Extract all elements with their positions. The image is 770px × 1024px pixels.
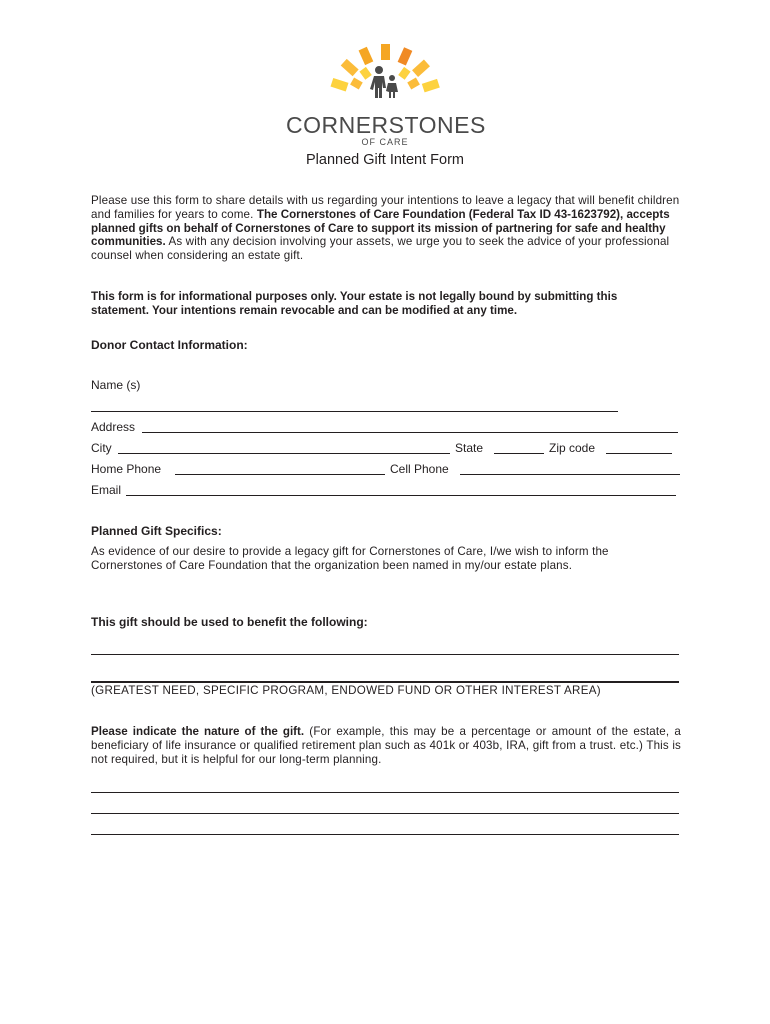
ray xyxy=(359,67,371,80)
zip-label: Zip code xyxy=(549,441,596,455)
ray xyxy=(422,79,440,93)
zip-field[interactable] xyxy=(606,453,672,454)
brand-subtitle: OF CARE xyxy=(361,137,409,147)
nature-bold: Please indicate the nature of the gift. xyxy=(91,725,305,738)
intro-text-2: As with any decision involving your assets, we urge you to seek the advice of your professional counsel when considering an estate gift. xyxy=(91,235,670,263)
ray xyxy=(381,44,390,60)
specifics-heading: Planned Gift Specifics: xyxy=(91,524,222,538)
email-label: Email xyxy=(91,483,122,497)
nature-field-1[interactable] xyxy=(91,792,679,793)
ray xyxy=(412,60,430,77)
cell-phone-label: Cell Phone xyxy=(390,462,449,476)
specifics-text: As evidence of our desire to provide a legacy gift for Cornerstones of Care, I/we wish to inform the Cornerstones of Care Foundation that the organization been named in my/our estate plans. xyxy=(91,545,609,572)
intro-text-1: Please use this form to share details with us regarding your intentions to leave a legacy that will benefit children and families for years to come. xyxy=(91,194,680,221)
nature-paragraph xyxy=(91,725,681,766)
home-phone-field[interactable] xyxy=(175,474,385,475)
intro-paragraph xyxy=(91,194,681,263)
benefit-caption: (GREATEST NEED, SPECIFIC PROGRAM, ENDOWED FUND OR OTHER INTEREST AREA) xyxy=(91,684,601,697)
ray xyxy=(341,59,359,76)
city-label: City xyxy=(91,441,112,455)
benefit-field-2[interactable] xyxy=(91,681,679,683)
ray xyxy=(398,47,413,65)
city-field[interactable] xyxy=(118,453,450,454)
benefit-heading: This gift should be used to benefit the following: xyxy=(91,615,368,629)
state-field[interactable] xyxy=(494,453,544,454)
address-field[interactable] xyxy=(142,432,678,433)
nature-text: (For example, this may be a percentage or amount of the estate, a beneficiary of life insurance or qualified retirement plan such as 401k or 403b, IRA, gift from a trust. etc.) This is not required, but it is helpful for our long-term planning. xyxy=(91,725,681,766)
cell-phone-field[interactable] xyxy=(460,474,680,475)
nature-field-3[interactable] xyxy=(91,834,679,835)
email-field[interactable] xyxy=(126,495,676,496)
nature-field-2[interactable] xyxy=(91,813,679,814)
address-label: Address xyxy=(91,420,136,434)
state-label: State xyxy=(455,441,484,455)
ray xyxy=(359,47,374,65)
page-title: Planned Gift Intent Form xyxy=(306,152,464,168)
home-phone-label: Home Phone xyxy=(91,462,162,476)
intro-bold: The Cornerstones of Care Foundation (Federal Tax ID 43-1623792), accepts planned gifts on behalf of Cornerstones of Care to support its mission of partnering for safe and healthy communities. xyxy=(91,207,670,249)
name-label: Name (s) xyxy=(91,378,141,392)
ray xyxy=(398,67,410,80)
ray xyxy=(407,78,420,90)
donor-heading: Donor Contact Information: xyxy=(91,338,248,352)
name-field[interactable] xyxy=(91,411,618,412)
ray xyxy=(350,78,363,90)
notice-text: This form is for informational purposes only. Your estate is not legally bound by submitting this statement. Your intentions remain revocable and can be modified at any time. xyxy=(91,290,618,317)
benefit-field-1[interactable] xyxy=(91,654,679,655)
ray xyxy=(331,78,349,92)
brand-name: CORNERSTONES xyxy=(286,112,486,138)
family-figures-icon xyxy=(370,66,398,98)
